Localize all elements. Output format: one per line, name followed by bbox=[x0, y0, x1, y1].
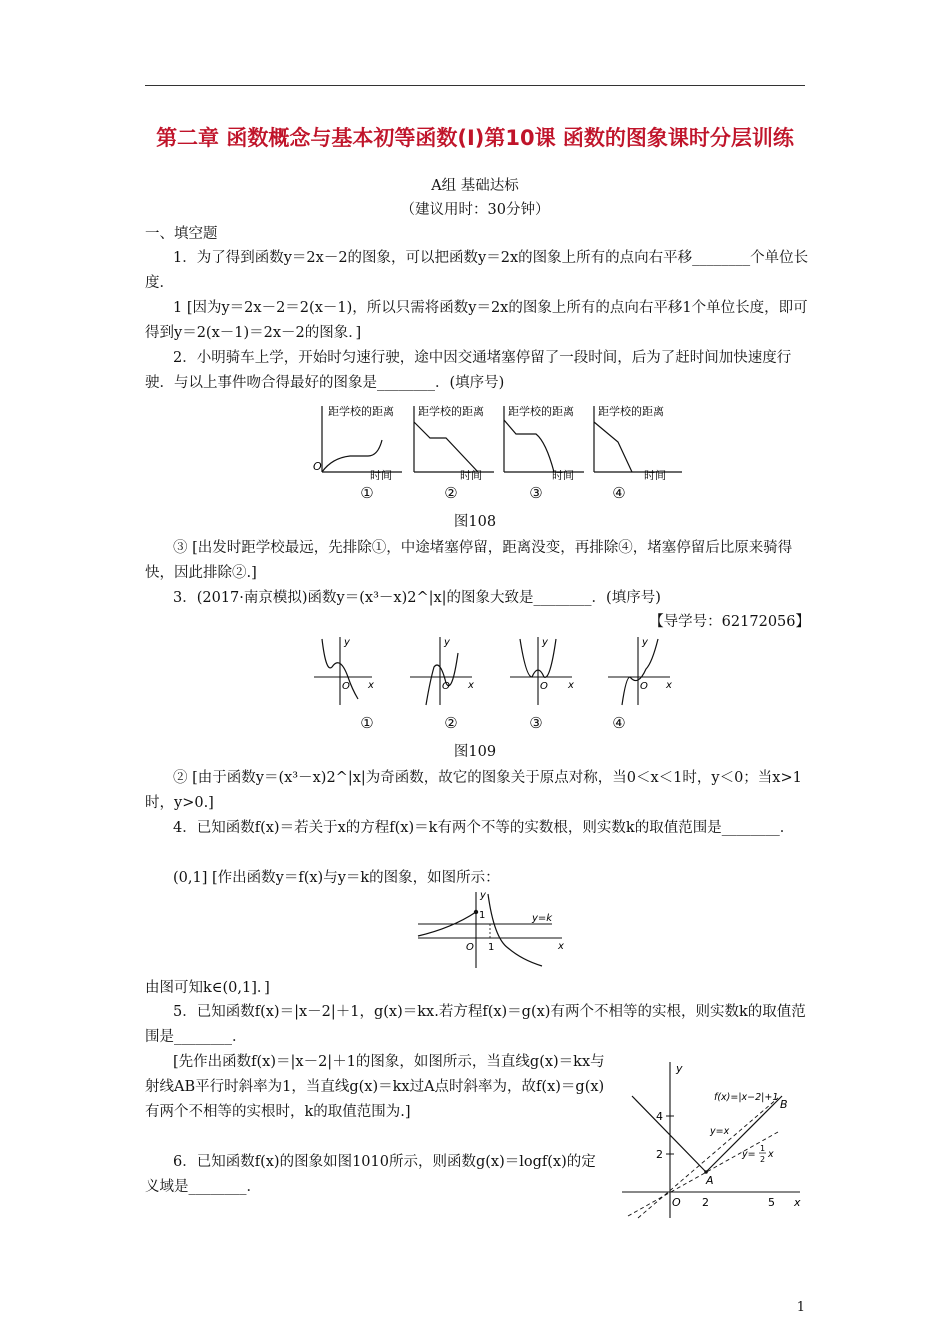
svg-text:y: y bbox=[344, 637, 350, 648]
fig4-origin: O bbox=[466, 942, 474, 953]
fig5-fx-label: f(x)=|x−2|+1 bbox=[714, 1092, 779, 1103]
section-heading: 一、填空题 bbox=[145, 226, 218, 242]
fig109-option-1: ① bbox=[360, 714, 374, 732]
fig109-graph-1 bbox=[314, 637, 374, 705]
fig108-ylabel: 距学校的距离 bbox=[598, 405, 664, 418]
fig108-ylabel: 距学校的距离 bbox=[418, 405, 484, 418]
figure-109 bbox=[310, 633, 690, 711]
fig5-xtick-5: 5 bbox=[768, 1196, 775, 1209]
answer-2: ③ [出发时距学校最远，先排除①，中途堵塞停留，距离没变，再排除④，堵塞停留后比原来骑得快，因此排除②.] bbox=[145, 540, 793, 581]
fig108-graph-2 bbox=[414, 404, 494, 480]
question-1: 1．为了得到函数y＝2x－2的图象，可以把函数y＝2x的图象上所有的点向右平移________个单位长度． bbox=[145, 250, 809, 291]
svg-text:x: x bbox=[368, 680, 374, 691]
fig5-label-A: A bbox=[706, 1174, 714, 1187]
answer-4: (0,1] [作出函数y＝f(x)与y＝k的图象，如图所示： bbox=[173, 870, 500, 886]
time-hint: （建议用时：30分钟） bbox=[400, 202, 550, 218]
fig108-option-3: ③ bbox=[529, 484, 543, 502]
figure-q5 bbox=[618, 1058, 808, 1220]
svg-text:y: y bbox=[542, 637, 548, 648]
fig108-xlabel: 时间 bbox=[552, 469, 574, 480]
fig5-yhalf-label: y= bbox=[742, 1149, 756, 1160]
fig4-line-label: y=k bbox=[532, 913, 553, 924]
fig108-ylabel: 距学校的距离 bbox=[328, 405, 394, 418]
fig5-label-B: B bbox=[780, 1098, 788, 1111]
fig4-xlabel: x bbox=[558, 941, 564, 952]
fig108-graph-3 bbox=[504, 404, 584, 480]
fig4-ytick: 1 bbox=[479, 910, 486, 921]
guide-code: 【导学号：62172056】 bbox=[649, 614, 810, 630]
svg-text:O: O bbox=[442, 681, 450, 692]
fig109-option-4: ④ bbox=[612, 714, 626, 732]
fig108-graph-4 bbox=[594, 404, 682, 480]
fig5-ytick-2: 2 bbox=[656, 1148, 663, 1161]
answer-1: 1 [因为y＝2x－2＝2(x－1)，所以只需将函数y＝2x的图象上所有的点向右平移1个单位长度，即可得到y＝2(x－1)＝2x－2的图象．] bbox=[145, 300, 808, 341]
fig109-graph-2 bbox=[410, 637, 474, 705]
fig108-ylabel: 距学校的距离 bbox=[508, 405, 574, 418]
fig108-option-4: ④ bbox=[612, 484, 626, 502]
page-title: 第二章 函数概念与基本初等函数(Ⅰ)第10课 函数的图象课时分层训练 bbox=[156, 126, 794, 150]
fig5-yx-label: y=x bbox=[710, 1126, 730, 1137]
question-6: 6．已知函数f(x)的图象如图1010所示，则函数g(x)＝logf(x)的定义域是________． bbox=[145, 1154, 596, 1195]
fig108-origin: O bbox=[313, 460, 322, 473]
fig109-option-2: ② bbox=[444, 714, 458, 732]
question-5: 5．已知函数f(x)＝|x－2|＋1，g(x)＝kx.若方程f(x)＝g(x)有两个不相等的实根，则实数k的取值范围是________． bbox=[145, 1004, 806, 1045]
svg-text:x: x bbox=[568, 680, 574, 691]
fig108-option-2: ② bbox=[444, 484, 458, 502]
fig109-graph-4 bbox=[608, 637, 672, 705]
fig108-xlabel: 时间 bbox=[644, 469, 666, 480]
fig108-xlabel: 时间 bbox=[370, 469, 392, 480]
fig5-half-den: 2 bbox=[760, 1155, 766, 1164]
fig4-ylabel: y bbox=[480, 890, 486, 901]
answer-3: ② [由于函数y＝(x³－x)2^|x|为奇函数，故它的图象关于原点对称，当0＜x＜1时，y＜0；当x>1时，y>0.] bbox=[145, 770, 802, 811]
svg-text:O: O bbox=[640, 681, 648, 692]
fig109-caption: 图109 bbox=[453, 744, 497, 760]
svg-text:y: y bbox=[642, 637, 648, 648]
fig109-graph-3 bbox=[510, 637, 574, 705]
fig108-caption: 图108 bbox=[453, 514, 497, 530]
fig108-option-1: ① bbox=[360, 484, 374, 502]
group-heading: A组 基础达标 bbox=[431, 178, 519, 194]
fig5-ylabel: y bbox=[676, 1062, 683, 1075]
svg-text:O: O bbox=[540, 681, 548, 692]
question-2: 2．小明骑车上学，开始时匀速行驶，途中因交通堵塞停留了一段时间，后为了赶时间加快速度行驶．与以上事件吻合得最好的图象是________．(填序号) bbox=[145, 350, 792, 391]
fig5-origin: O bbox=[672, 1196, 681, 1209]
header-rule bbox=[145, 85, 805, 86]
fig5-half-x: x bbox=[768, 1149, 774, 1160]
question-3: 3．(2017·南京模拟)函数y＝(x³－x)2^|x|的图象大致是________．(填序号) bbox=[173, 590, 661, 606]
figure-108 bbox=[310, 398, 690, 480]
figure-q4 bbox=[412, 888, 572, 970]
fig5-xlabel: x bbox=[794, 1196, 801, 1209]
svg-text:y: y bbox=[444, 637, 450, 648]
fig108-graph-1 bbox=[313, 404, 402, 480]
question-4: 4．已知函数f(x)＝若关于x的方程f(x)＝k有两个不等的实数根，则实数k的取值范围是________． bbox=[173, 820, 795, 836]
fig109-option-3: ③ bbox=[529, 714, 543, 732]
svg-text:x: x bbox=[468, 680, 474, 691]
fig4-xtick: 1 bbox=[488, 942, 495, 953]
fig5-xtick-2: 2 bbox=[702, 1196, 709, 1209]
fig5-ytick-4: 4 bbox=[656, 1110, 663, 1123]
answer-4-end: 由图可知k∈(0,1]．] bbox=[145, 980, 270, 996]
fig108-xlabel: 时间 bbox=[460, 469, 482, 480]
svg-text:O: O bbox=[342, 681, 350, 692]
answer-5: [先作出函数f(x)＝|x－2|＋1的图象，如图所示，当直线g(x)＝kx与射线AB平行时斜率为1，当直线g(x)＝kx过A点时斜率为，故f(x)＝g(x)有两个不相等的实根时，k的取值范围为.] bbox=[145, 1054, 605, 1120]
page-number: 1 bbox=[796, 1300, 805, 1315]
fig5-half-num: 1 bbox=[760, 1144, 766, 1153]
svg-text:x: x bbox=[666, 680, 672, 691]
